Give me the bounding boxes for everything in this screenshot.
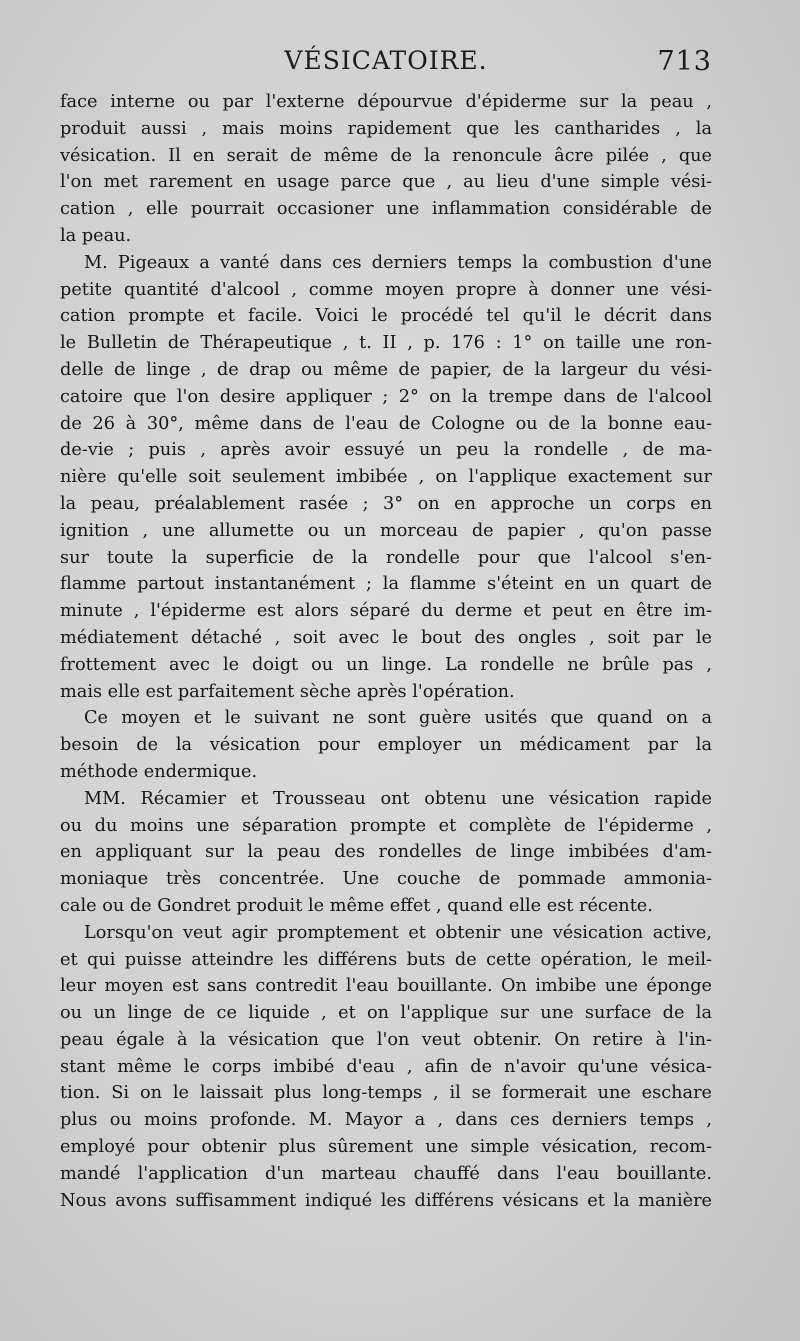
paragraph xyxy=(60,89,712,250)
text-line: frottement avec le doigt ou un linge. La rondelle ne brûle pas , xyxy=(60,654,712,675)
text-line: nière qu'elle soit seulement imbibée , on l'applique exactement sur xyxy=(60,467,712,488)
paragraph xyxy=(60,705,712,785)
running-title: VÉSICATOIRE. xyxy=(284,46,488,75)
text-line: tion. Si on le laissait plus long-temps , il se formerait une eschare xyxy=(60,1083,712,1104)
text-line: Ce moyen et le suivant ne sont guère usités que quand on a xyxy=(84,708,712,729)
paragraph xyxy=(60,786,712,920)
text-line: en appliquant sur la peau des rondelles de linge imbibées d'am- xyxy=(60,842,712,863)
text-line: minute , l'épiderme est alors séparé du derme et peut en être im- xyxy=(60,601,712,622)
text-line: catoire que l'on desire appliquer ; 2° on la trempe dans de l'alcool xyxy=(60,386,712,407)
text-line: mandé l'application d'un marteau chauffé dans l'eau bouillante. xyxy=(60,1163,712,1184)
text-line: petite quantité d'alcool , comme moyen propre à donner une vési- xyxy=(60,279,712,300)
text-line: la peau. xyxy=(60,225,132,246)
text-line: delle de linge , de drap ou même de papier, de la largeur du vési- xyxy=(60,359,712,380)
body-text xyxy=(60,89,712,1214)
text-line: cation , elle pourrait occasioner une inflammation considérable de xyxy=(60,199,712,220)
text-line: ou un linge de ce liquide , et on l'applique sur une surface de la xyxy=(60,1003,712,1024)
text-line: vésication. Il en serait de même de la renoncule âcre pilée , que xyxy=(60,145,712,166)
running-head xyxy=(60,46,712,86)
text-line: face interne ou par l'externe dépourvue d'épiderme sur la peau , xyxy=(60,92,712,112)
text-line: cale ou de Gondret produit le même effet , quand elle est récente. xyxy=(60,895,653,916)
text-line: leur moyen est sans contredit l'eau bouillante. On imbibe une éponge xyxy=(60,976,712,997)
page-number: 713 xyxy=(657,46,712,77)
text-line: cation prompte et facile. Voici le procédé tel qu'il le décrit dans xyxy=(60,306,712,327)
text-line: flamme partout instantanément ; la flamme s'éteint en un quart de xyxy=(60,574,712,595)
text-line: moniaque très concentrée. Une couche de pommade ammonia- xyxy=(60,869,712,890)
text-line: Nous avons suffisamment indiqué les différens vésicans et la manière xyxy=(60,1190,712,1211)
text-line: plus ou moins profonde. M. Mayor a , dans ces derniers temps , xyxy=(60,1110,712,1131)
text-line: de-vie ; puis , après avoir essuyé un peu la rondelle , de ma- xyxy=(60,440,712,461)
text-line: mais elle est parfaitement sèche après l'opération. xyxy=(60,681,515,702)
text-line: ou du moins une séparation prompte et complète de l'épiderme , xyxy=(60,815,712,836)
text-line: de 26 à 30°, même dans de l'eau de Cologne ou de la bonne eau- xyxy=(60,413,712,434)
text-line: stant même le corps imbibé d'eau , afin de n'avoir qu'une vésica- xyxy=(60,1056,712,1077)
text-line: employé pour obtenir plus sûrement une simple vésication, recom- xyxy=(60,1137,712,1158)
text-line: produit aussi , mais moins rapidement que les cantharides , la xyxy=(60,118,712,139)
text-line: médiatement détaché , soit avec le bout des ongles , soit par le xyxy=(60,627,712,648)
text-line: Lorsqu'on veut agir promptement et obtenir une vésication active, xyxy=(84,922,712,943)
text-line: méthode endermique. xyxy=(60,761,258,782)
text-line: besoin de la vésication pour employer un médicament par la xyxy=(60,735,712,756)
text-line: l'on met rarement en usage parce que , au lieu d'une simple vési- xyxy=(60,172,712,193)
text-line: M. Pigeaux a vanté dans ces derniers temps la combustion d'une xyxy=(84,252,712,273)
text-line: le Bulletin de Thérapeutique , t. II , p. 176 : 1° on taille une ron- xyxy=(60,333,712,354)
paragraph xyxy=(60,250,712,706)
text-line: et qui puisse atteindre les différens buts de cette opération, le meil- xyxy=(60,949,712,970)
text-line: MM. Récamier et Trousseau ont obtenu une vésication rapide xyxy=(84,788,712,809)
text-line: sur toute la superficie de la rondelle pour que l'alcool s'en- xyxy=(60,547,712,568)
paragraph xyxy=(60,920,712,1215)
text-line: peau égale à la vésication que l'on veut obtenir. On retire à l'in- xyxy=(60,1029,712,1050)
text-line: la peau, préalablement rasée ; 3° on en approche un corps en xyxy=(60,493,712,514)
text-line: ignition , une allumette ou un morceau de papier , qu'on passe xyxy=(60,520,712,541)
